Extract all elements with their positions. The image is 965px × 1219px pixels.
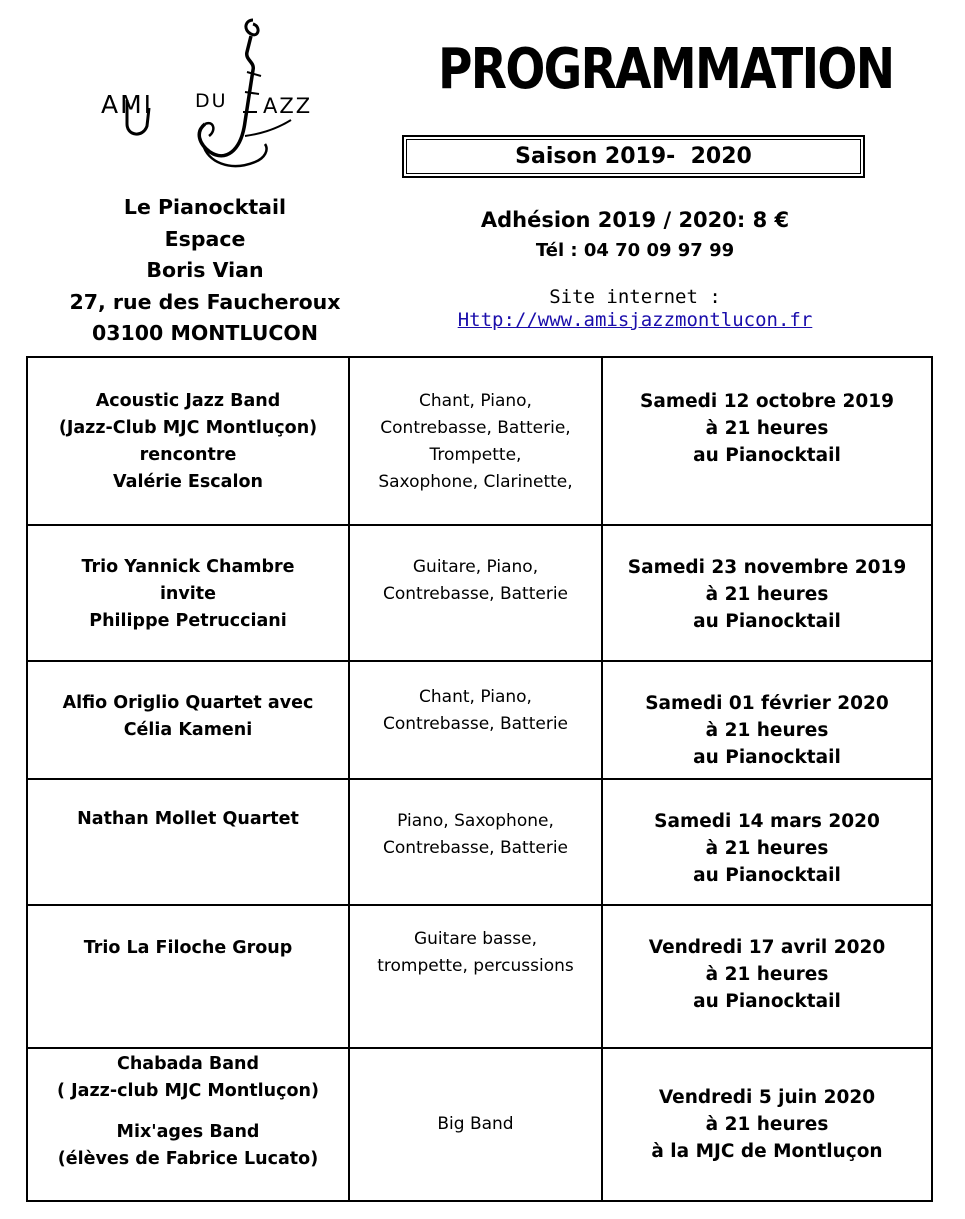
date-cell: Samedi 23 novembre 2019 à 21 heures au Pianocktail bbox=[602, 525, 932, 661]
instruments-cell: Guitare basse, trompette, percussions bbox=[349, 905, 602, 1048]
venue-line: 27, rue des Faucheroux bbox=[69, 289, 341, 314]
phone-number: Tél : 04 70 09 97 99 bbox=[535, 240, 735, 261]
website-label: Site internet : bbox=[549, 286, 721, 308]
season-label: Saison 2019- 2020 bbox=[515, 144, 752, 169]
date-cell: Samedi 01 février 2020 à 21 heures au Pianocktail bbox=[602, 661, 932, 779]
programme-table bbox=[26, 356, 933, 1202]
table-row bbox=[27, 905, 932, 1048]
venue-line: Le Pianocktail bbox=[123, 195, 287, 219]
venue-line: Boris Vian bbox=[146, 258, 264, 282]
page-title: PROGRAMMATION bbox=[438, 37, 894, 102]
date-cell: Vendredi 5 juin 2020 à 21 heures à la MJC de Montluçon bbox=[602, 1048, 932, 1201]
artist-cell: Trio La Filoche Group bbox=[27, 905, 349, 1048]
table-row bbox=[27, 357, 932, 525]
date-cell: Vendredi 17 avril 2020 à 21 heures au Pianocktail bbox=[602, 905, 932, 1048]
instruments-cell: Guitare, Piano, Contrebasse, Batterie bbox=[349, 525, 602, 661]
website-link[interactable]: Http://www.amisjazzmontlucon.fr bbox=[457, 309, 813, 331]
artist-cell: Alfio Origlio Quartet avec Célia Kameni bbox=[27, 661, 349, 779]
table-row bbox=[27, 525, 932, 661]
instruments-cell: Chant, Piano, Contrebasse, Batterie bbox=[349, 661, 602, 779]
artist-cell: Trio Yannick Chambre invite Philippe Petrucciani bbox=[27, 525, 349, 661]
amis-du-jazz-logo bbox=[95, 12, 320, 184]
instruments-cell: Chant, Piano, Contrebasse, Batterie, Trompette, Saxophone, Clarinette, bbox=[349, 357, 602, 525]
venue-line: Espace bbox=[164, 226, 246, 251]
table-row bbox=[27, 1048, 932, 1201]
logo-text-azz: AZZ bbox=[263, 94, 313, 118]
logo-text-ami: AMI bbox=[101, 90, 154, 119]
artist-cell: Acoustic Jazz Band (Jazz-Club MJC Montluçon) rencontre Valérie Escalon bbox=[27, 357, 349, 525]
logo-text-du: DU bbox=[195, 90, 228, 112]
table-row bbox=[27, 661, 932, 779]
season-box bbox=[402, 135, 865, 178]
instruments-cell: Piano, Saxophone, Contrebasse, Batterie bbox=[349, 779, 602, 905]
artist-cell: Nathan Mollet Quartet bbox=[27, 779, 349, 905]
date-cell: Samedi 14 mars 2020 à 21 heures au Pianocktail bbox=[602, 779, 932, 905]
membership-fee: Adhésion 2019 / 2020: 8 € bbox=[480, 208, 790, 232]
table-row bbox=[27, 779, 932, 905]
date-cell: Samedi 12 octobre 2019 à 21 heures au Pianocktail bbox=[602, 357, 932, 525]
artist-cell: Chabada Band ( Jazz-club MJC Montluçon) Mix'ages Band (élèves de Fabrice Lucato) bbox=[27, 1048, 349, 1201]
venue-address bbox=[40, 192, 370, 350]
venue-line: 03100 MONTLUCON bbox=[91, 321, 319, 345]
instruments-cell: Big Band bbox=[349, 1048, 602, 1201]
